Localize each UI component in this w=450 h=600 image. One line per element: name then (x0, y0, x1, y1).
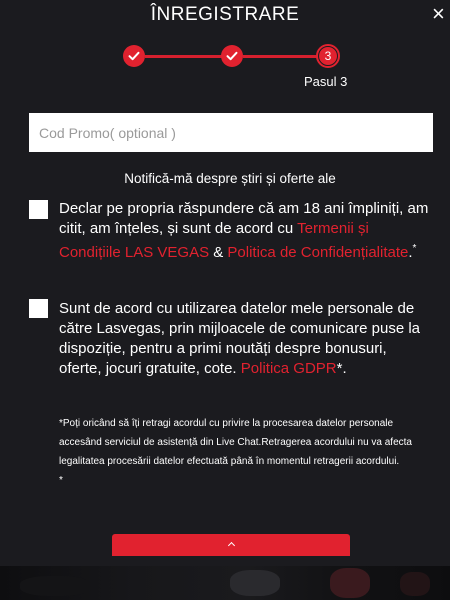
notify-text: Notifică-mă despre știri și oferte ale (124, 171, 336, 186)
step-label: Pasul 3 (304, 74, 348, 89)
page-title: ÎNREGISTRARE (150, 4, 300, 25)
checkmark-icon (128, 51, 140, 61)
step-1-complete (123, 45, 145, 67)
gdpr-policy-link[interactable]: Politica GDPR (240, 360, 337, 377)
age-consent-text: Declar pe propria răspundere că am 18 ani împliniți, am citit, am înțeles, și sunt de acord cu Termenii și Condițiile LAS VEGAS & Politica de Confidențialitate.* (59, 200, 429, 261)
step-connector-1 (145, 55, 225, 58)
step-3-current (316, 44, 340, 68)
age-consent-checkbox[interactable] (29, 200, 48, 219)
privacy-policy-link[interactable]: Politica de Confidențialitate (227, 244, 409, 261)
checkmark-icon (226, 51, 238, 61)
step-2-complete (221, 45, 243, 67)
close-icon[interactable]: × (432, 1, 445, 26)
promo-code-input[interactable] (29, 113, 433, 152)
marketing-consent-checkbox[interactable] (29, 299, 48, 318)
chevron-up-icon (228, 542, 235, 549)
submit-button[interactable] (112, 534, 350, 556)
marketing-consent-text: Sunt de acord cu utilizarea datelor mele personale de către Lasvegas, prin mijloacele de comunicare puse la dispoziție, pentru a primi noutăți despre bonusuri, oferte, jocuri gratuite, cote. Politica GDPR*. (59, 300, 421, 377)
background-image-strip (0, 566, 450, 600)
consent-footnote: *Poți oricând să îți retragi acordul cu privire la procesarea datelor personale accesând serviciul de asistență din Live Chat.Retragerea acordului nu va afecta legalitatea procesării datelor efectuată până în momentul retragerii acordului. * (59, 418, 412, 486)
step-connector-2 (243, 55, 317, 58)
step-3-number: 3 (319, 47, 337, 65)
terms-link[interactable]: Termenii și Condițiile LAS VEGAS (59, 220, 369, 261)
